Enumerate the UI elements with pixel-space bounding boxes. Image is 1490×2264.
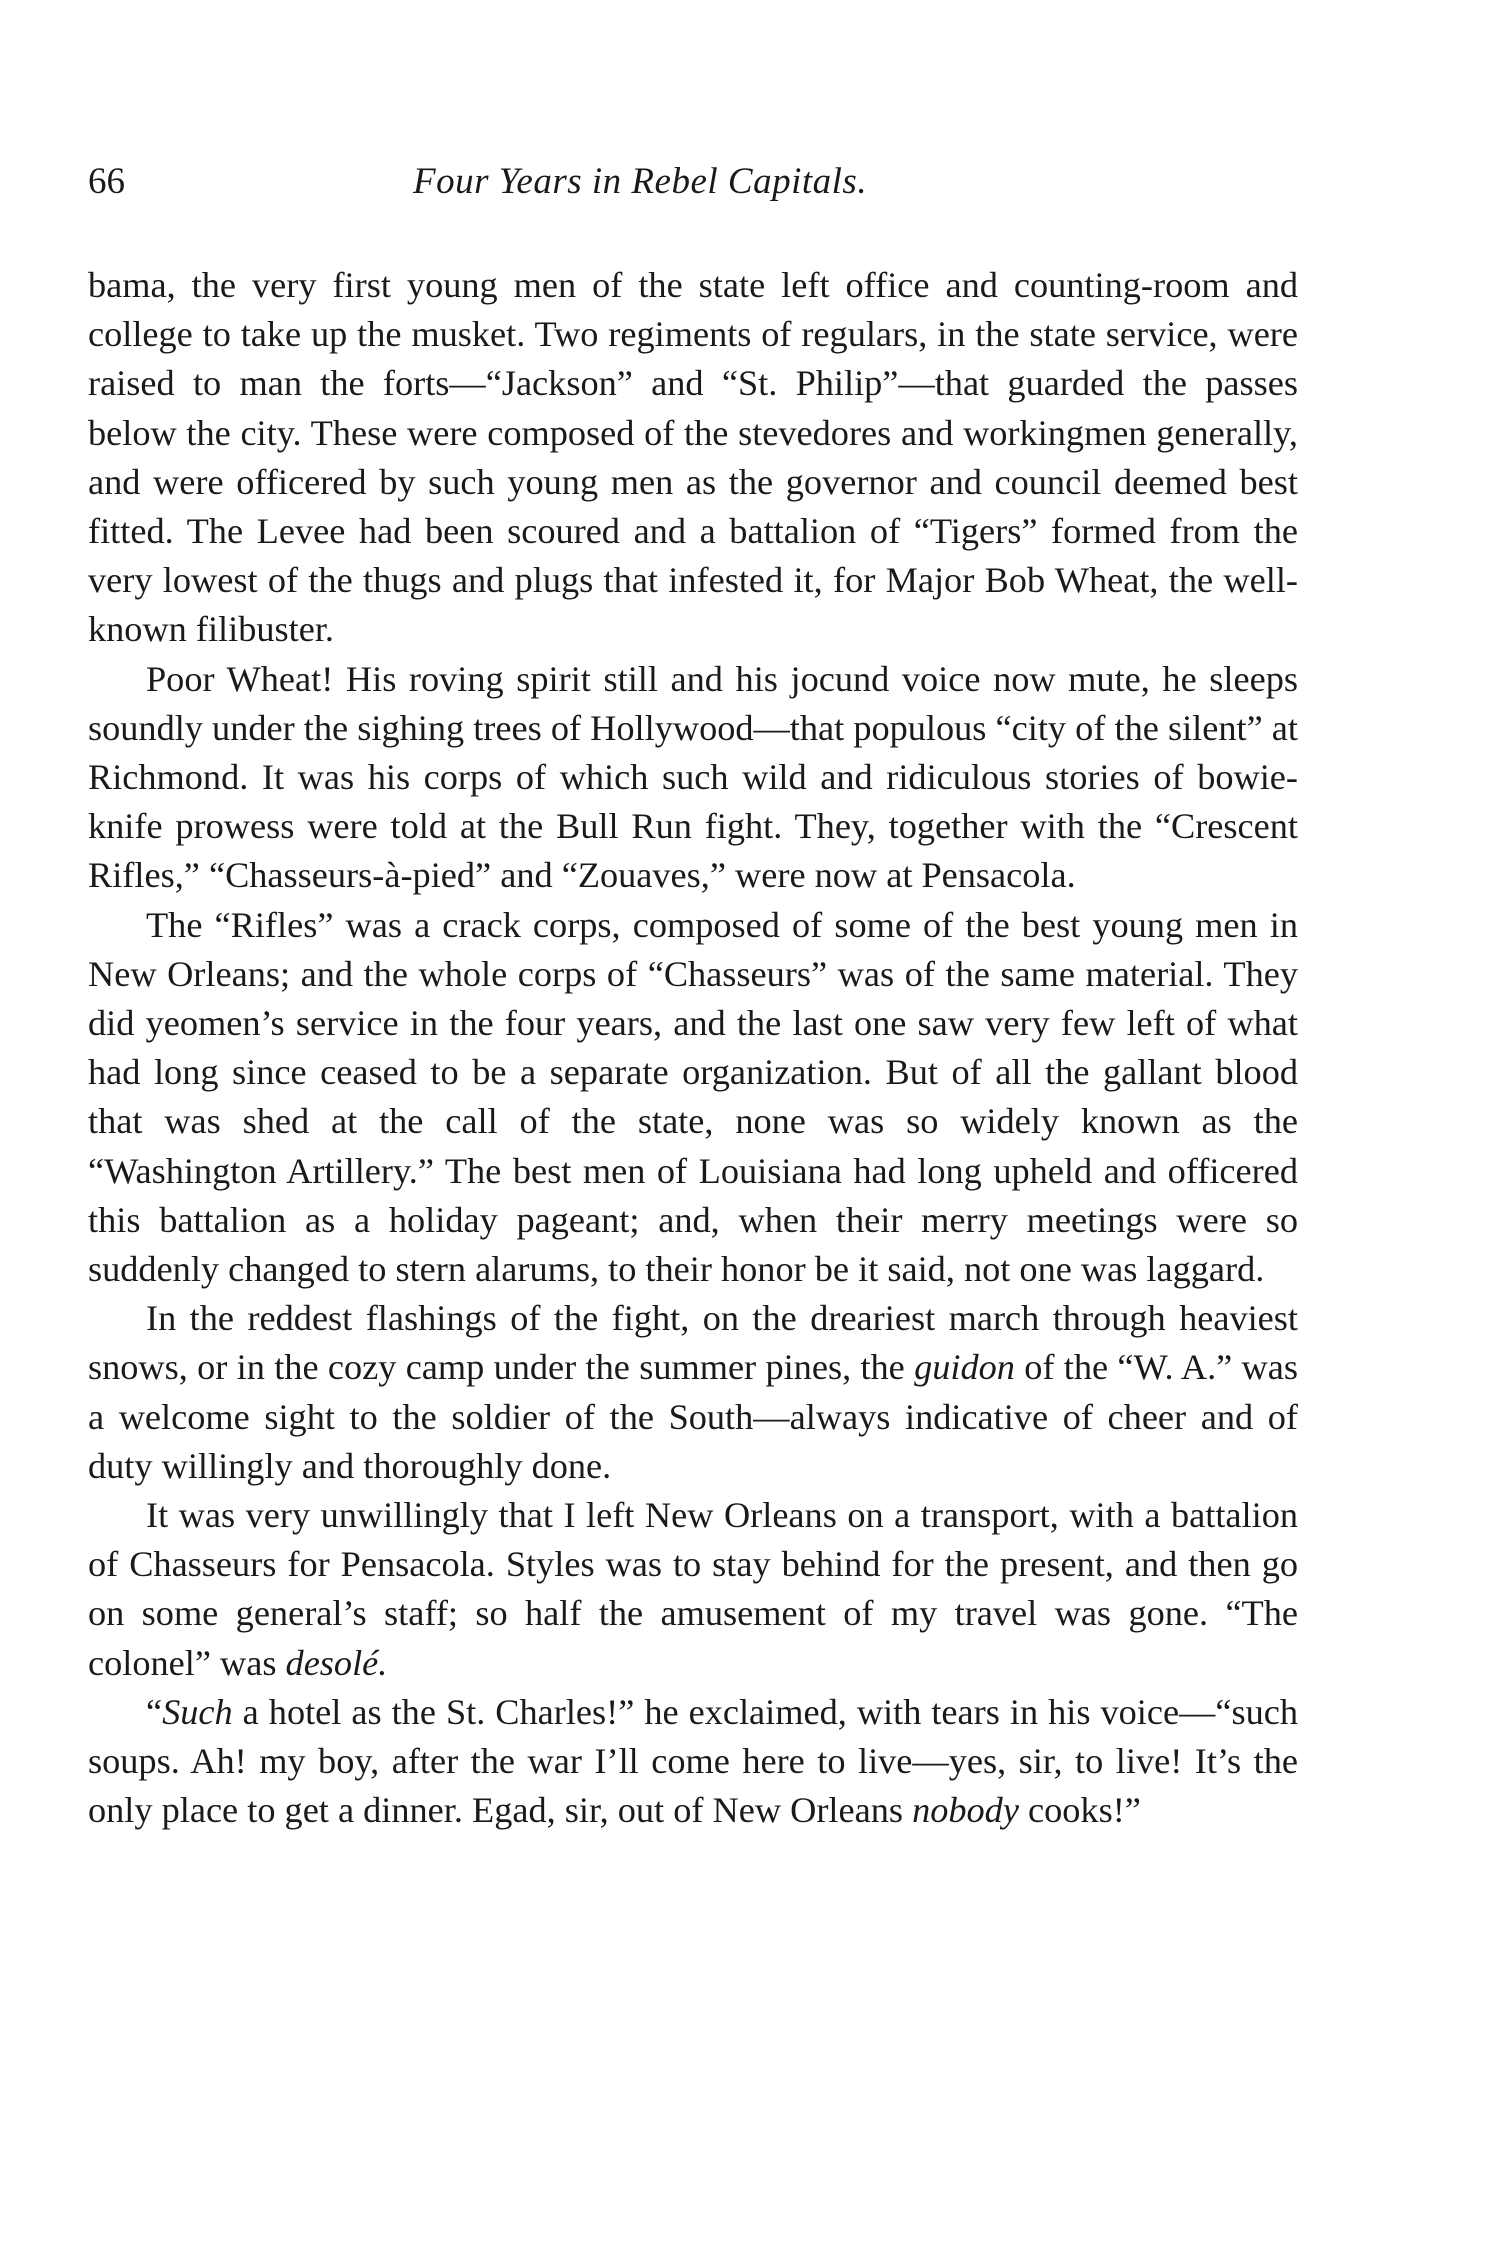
text-run: cooks!” <box>1018 1790 1141 1831</box>
text-run: In the reddest flashings of the fight, on the dreariest march through heaviest snows, or in the cozy camp under the summer pines, the <box>88 1298 1298 1388</box>
text-run: bama, the very first young men of the state left office and counting-room and college to take up the musket. Two regiments of regulars, in the state service, were raised to man the forts—“Jackson” and “St. Philip”—that guarded the passes below the city. These were composed of the stevedores and workingmen generally, and were officered by such young men as the governor and council deemed best fitted. The Levee had been scoured and a battalion of “Tigers” formed from the very lowest of the thugs and plugs that infested it, for Major Bob Wheat, the well-known filibuster. <box>88 265 1298 650</box>
italic-text: desolé. <box>285 1642 388 1683</box>
paragraph <box>88 1688 1298 1836</box>
paragraph <box>88 655 1298 901</box>
body-text <box>88 261 1298 1836</box>
page-header <box>88 160 1298 220</box>
text-run: Poor Wheat! His roving spirit still and his jocund voice now mute, he sleeps soundly under the sighing trees of Hollywood—that populous “city of the silent” at Richmond. It was his corps of which such wild and ridiculous stories of bowie-knife prowess were told at the Bull Run fight. They, together with the “Crescent Rifles,” “Chasseurs-à-pied” and “Zouaves,” were now at Pensacola. <box>88 658 1298 896</box>
text-run: a hotel as the St. Charles!” he exclaimed, with tears in his voice—“such soups. Ah! my boy, after the war I’ll come here to live—yes, sir, to live! It’s the only place to get a dinner. Egad, sir, out of New Orleans <box>88 1691 1298 1831</box>
italic-text: nobody <box>912 1790 1019 1831</box>
paragraph <box>88 1491 1298 1688</box>
page-number: 66 <box>88 161 125 202</box>
text-run: The “Rifles” was a crack corps, composed of some of the best young men in New Orleans; and the whole corps of “Chasseurs” was of the same material. They did yeomen’s service in the four years, and the last one saw very few left of what had long since ceased to be a separate organization. But of all the gallant blood that was shed at the call of the state, none was so widely known as the “Washington Artillery.” The best men of Louisiana had long upheld and officered this battalion as a holiday pageant; and, when their merry meetings were so suddenly changed to stern alarums, to their honor be it said, not one was laggard. <box>88 904 1298 1290</box>
italic-text: Such <box>162 1691 233 1732</box>
text-run: It was very unwillingly that I left New Orleans on a transport, with a battalion of Chasseurs for Pensacola. Styles was to stay behind for the present, and then go on some general’s staff; so half the amusement of my travel was gone. “The colonel” was <box>88 1495 1298 1683</box>
paragraph <box>88 901 1298 1295</box>
paragraph <box>88 261 1298 655</box>
text-run: of the “W. A.” was a welcome sight to the soldier of the South—always indicative of cheer and of duty willingly and thoroughly done. <box>88 1347 1299 1486</box>
italic-text: guidon <box>914 1347 1015 1388</box>
paragraph <box>88 1294 1298 1491</box>
text-run: “ <box>146 1691 163 1732</box>
running-title: Four Years in Rebel Capitals. <box>413 161 868 202</box>
